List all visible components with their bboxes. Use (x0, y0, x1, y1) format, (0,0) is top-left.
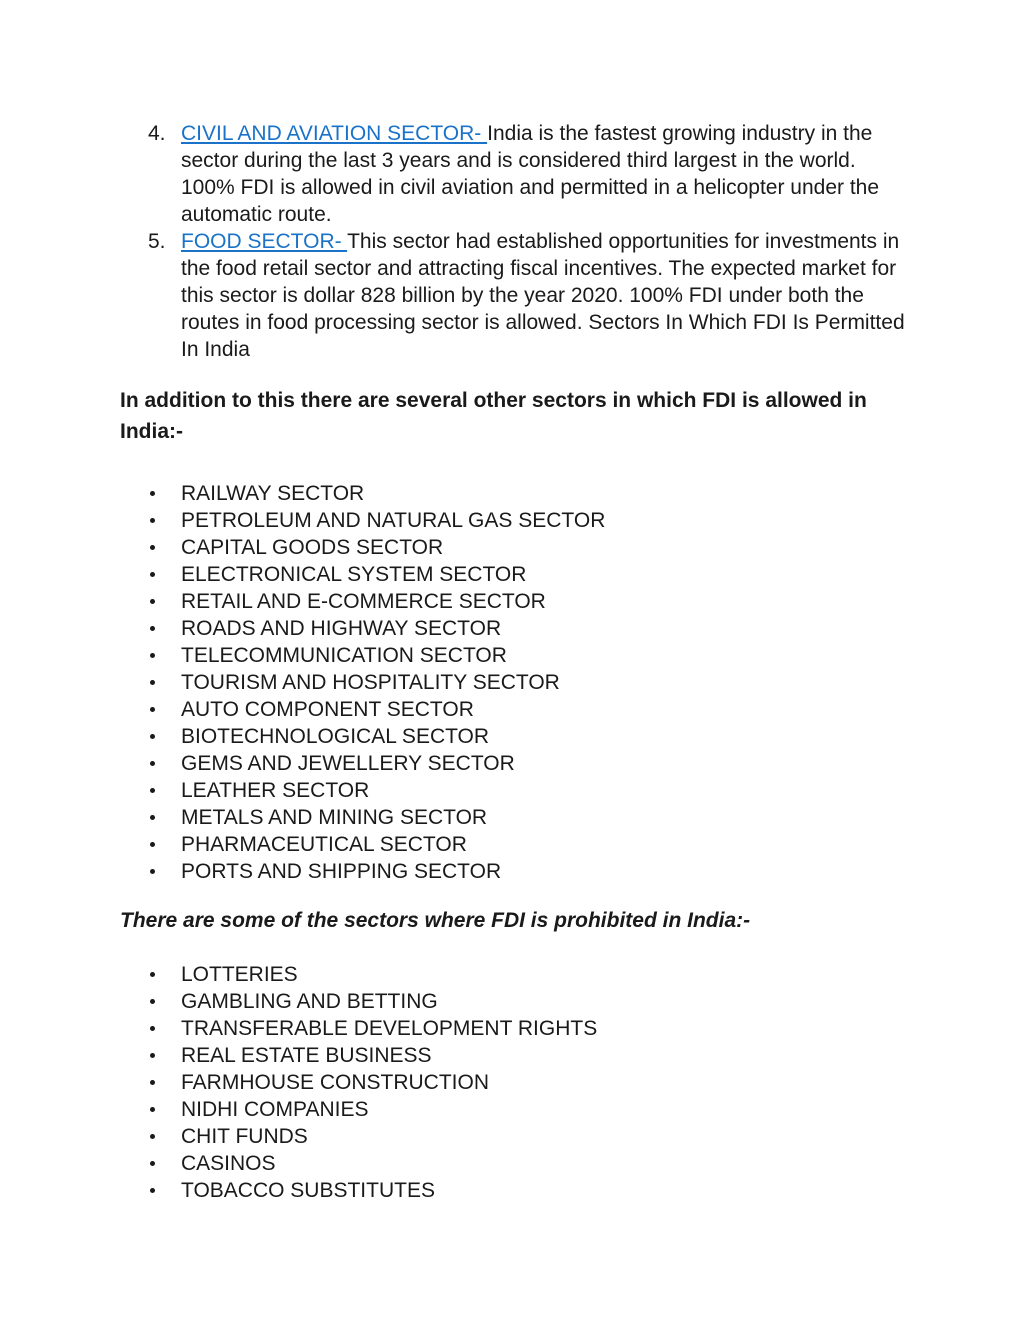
list-item-label: RETAIL AND E-COMMERCE SECTOR (181, 590, 546, 613)
bullet-icon (150, 680, 155, 685)
list-item-label: ROADS AND HIGHWAY SECTOR (181, 617, 502, 640)
list-item (148, 534, 605, 561)
list-item (148, 507, 605, 534)
list-item-label: NIDHI COMPANIES (181, 1098, 369, 1121)
bullet-icon (150, 572, 155, 577)
list-item-label: CASINOS (181, 1152, 276, 1175)
bullet-icon (150, 626, 155, 631)
bullet-icon (150, 1134, 155, 1139)
bullet-icon (150, 545, 155, 550)
list-item (148, 804, 605, 831)
list-item-label: GAMBLING AND BETTING (181, 990, 438, 1013)
list-item (148, 615, 605, 642)
list-item (148, 696, 605, 723)
list-item (148, 1042, 597, 1069)
prohibited-sectors-heading: There are some of the sectors where FDI is prohibited in India:- (120, 909, 751, 932)
sector-numbered-list (148, 120, 908, 363)
bullet-icon (150, 1161, 155, 1166)
list-item-label: PHARMACEUTICAL SECTOR (181, 833, 467, 856)
list-item (148, 1150, 597, 1177)
food-sector-link[interactable]: FOOD SECTOR- (181, 230, 348, 253)
bullet-icon (150, 1053, 155, 1058)
list-item-label: TELECOMMUNICATION SECTOR (181, 644, 507, 667)
bullet-icon (150, 518, 155, 523)
list-item-label: LOTTERIES (181, 963, 298, 986)
bullet-icon (150, 869, 155, 874)
list-item-label: CAPITAL GOODS SECTOR (181, 536, 444, 559)
list-item (148, 1015, 597, 1042)
permitted-sectors-list (148, 480, 605, 885)
list-item (148, 480, 605, 507)
civil-aviation-link[interactable]: CIVIL AND AVIATION SECTOR- (181, 122, 488, 145)
list-item (148, 1096, 597, 1123)
list-item-label: PORTS AND SHIPPING SECTOR (181, 860, 502, 883)
list-item (148, 858, 605, 885)
bullet-icon (150, 815, 155, 820)
bullet-icon (150, 1188, 155, 1193)
list-item-text: India is the fastest growing industry in the sector during the last 3 years and is considered third largest in the world. 100% FDI is allowed in civil aviation and permitted in a helicopter under the automatic route. (181, 122, 880, 226)
list-item (148, 1177, 597, 1204)
list-item (148, 669, 605, 696)
list-item (148, 831, 605, 858)
list-item-label: TRANSFERABLE DEVELOPMENT RIGHTS (181, 1017, 598, 1040)
list-item-label: RAILWAY SECTOR (181, 482, 365, 505)
bullet-icon (150, 788, 155, 793)
list-item-label: CHIT FUNDS (181, 1125, 308, 1148)
bullet-icon (150, 734, 155, 739)
list-number: 5. (148, 230, 166, 253)
list-item-label: REAL ESTATE BUSINESS (181, 1044, 432, 1067)
list-item (148, 1123, 597, 1150)
list-item-label: METALS AND MINING SECTOR (181, 806, 488, 829)
list-item (148, 723, 605, 750)
list-item (148, 588, 605, 615)
bullet-icon (150, 972, 155, 977)
prohibited-sectors-list (148, 961, 597, 1204)
list-item-label: TOBACCO SUBSTITUTES (181, 1179, 435, 1202)
list-item (148, 228, 908, 363)
bullet-icon (150, 761, 155, 766)
list-item (148, 750, 605, 777)
list-item (148, 1069, 597, 1096)
list-item (148, 988, 597, 1015)
list-item (148, 561, 605, 588)
list-number: 4. (148, 122, 166, 145)
list-item-label: AUTO COMPONENT SECTOR (181, 698, 474, 721)
list-item-label: GEMS AND JEWELLERY SECTOR (181, 752, 515, 775)
bullet-icon (150, 1107, 155, 1112)
list-item (148, 777, 605, 804)
list-item-label: BIOTECHNOLOGICAL SECTOR (181, 725, 490, 748)
bullet-icon (150, 653, 155, 658)
list-item (148, 961, 597, 988)
bullet-icon (150, 599, 155, 604)
list-item-text: This sector had established opportunities for investments in the food retail sector and attracting fiscal incentives. The expected market for this sector is dollar 828 billion by the year 2020. 100% FDI under both the routes in food processing sector is allowed. Sectors In Which FDI Is Permitted In India (181, 230, 905, 361)
list-item-label: FARMHOUSE CONSTRUCTION (181, 1071, 490, 1094)
bullet-icon (150, 999, 155, 1004)
list-item-label: TOURISM AND HOSPITALITY SECTOR (181, 671, 560, 694)
list-item (148, 642, 605, 669)
list-item-label: LEATHER SECTOR (181, 779, 370, 802)
list-item-label: ELECTRONICAL SYSTEM SECTOR (181, 563, 527, 586)
list-item (148, 120, 908, 228)
permitted-sectors-heading: In addition to this there are several other sectors in which FDI is allowed in India:- (120, 389, 867, 443)
bullet-icon (150, 491, 155, 496)
bullet-icon (150, 707, 155, 712)
bullet-icon (150, 1026, 155, 1031)
list-item-label: PETROLEUM AND NATURAL GAS SECTOR (181, 509, 606, 532)
bullet-icon (150, 1080, 155, 1085)
bullet-icon (150, 842, 155, 847)
